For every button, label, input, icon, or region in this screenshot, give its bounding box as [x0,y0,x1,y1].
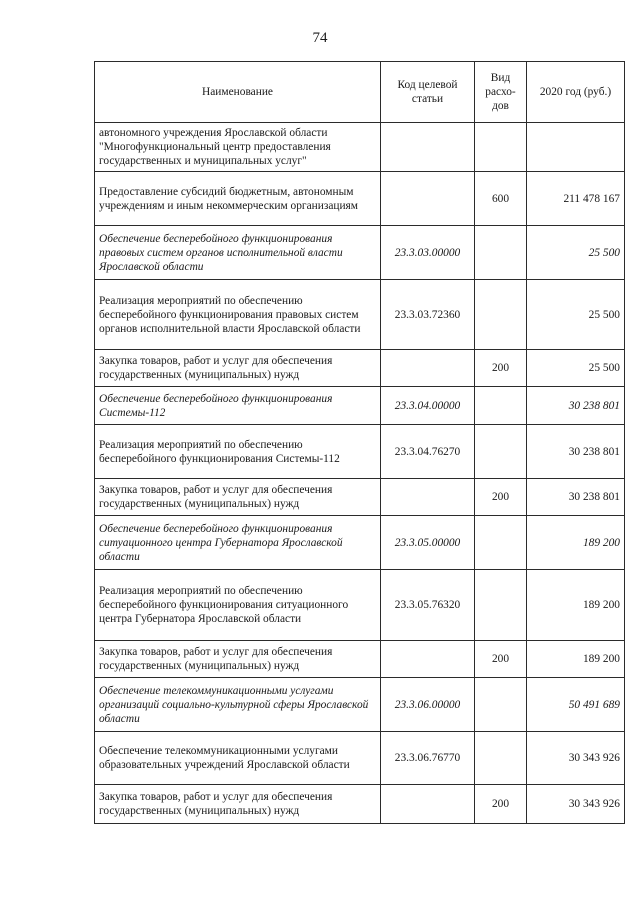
row-amount-cell: 189 200 [527,516,625,570]
row-amount-cell [527,123,625,172]
row-code-cell: 23.3.06.00000 [381,678,475,732]
row-kind-cell [475,280,527,350]
row-kind-cell [475,387,527,425]
row-kind-cell: 200 [475,641,527,678]
row-amount-cell: 25 500 [527,280,625,350]
row-amount-cell: 30 238 801 [527,425,625,479]
row-code-cell [381,479,475,516]
row-name-cell: Закупка товаров, работ и услуг для обеспечения государственных (муниципальных) нужд [95,785,381,824]
row-name-cell: Предоставление субсидий бюджетным, автономным учреждениям и иным некоммерческим организациям [95,172,381,226]
row-name-cell: Закупка товаров, работ и услуг для обеспечения государственных (муниципальных) нужд [95,350,381,387]
row-name-cell: Реализация мероприятий по обеспечению бесперебойного функционирования правовых систем органов исполнительной власти Ярославской области [95,280,381,350]
header-kind: Вид расхо-дов [475,62,527,123]
table-row [95,732,625,785]
row-amount-cell: 25 500 [527,226,625,280]
table-row [95,479,625,516]
row-code-cell [381,350,475,387]
table-row [95,516,625,570]
table-header-row [95,62,625,123]
row-kind-cell [475,425,527,479]
row-code-cell [381,785,475,824]
header-code: Код целевой статьи [381,62,475,123]
table-row [95,172,625,226]
row-name-cell: Обеспечение телекоммуникационными услугами образовательных учреждений Ярославской области [95,732,381,785]
row-code-cell: 23.3.04.00000 [381,387,475,425]
row-amount-cell: 30 238 801 [527,479,625,516]
header-name: Наименование [95,62,381,123]
page-number: 74 [312,30,328,46]
row-kind-cell: 200 [475,350,527,387]
row-name-cell: Обеспечение бесперебойного функционирования ситуационного центра Губернатора Ярославской области [95,516,381,570]
table-row [95,123,625,172]
row-kind-cell [475,123,527,172]
row-name-cell: Обеспечение бесперебойного функционирования правовых систем органов исполнительной власти Ярославской области [95,226,381,280]
row-name-cell: автономного учреждения Ярославской области "Многофункциональный центр предоставления государственных и муниципальных услуг" [95,123,381,172]
row-amount-cell: 189 200 [527,570,625,641]
table-row [95,387,625,425]
table-row [95,641,625,678]
row-kind-cell [475,516,527,570]
row-code-cell: 23.3.03.72360 [381,280,475,350]
table-row [95,570,625,641]
row-kind-cell [475,570,527,641]
table-row [95,425,625,479]
table-row [95,785,625,824]
row-code-cell [381,123,475,172]
row-kind-cell: 200 [475,479,527,516]
table-row [95,350,625,387]
row-code-cell: 23.3.05.00000 [381,516,475,570]
row-amount-cell: 50 491 689 [527,678,625,732]
header-amount: 2020 год (руб.) [527,62,625,123]
row-kind-cell [475,226,527,280]
budget-table [94,61,625,824]
row-code-cell: 23.3.06.76770 [381,732,475,785]
row-amount-cell: 30 343 926 [527,732,625,785]
row-code-cell [381,641,475,678]
row-name-cell: Реализация мероприятий по обеспечению бесперебойного функционирования Системы-112 [95,425,381,479]
row-code-cell [381,172,475,226]
table-row [95,678,625,732]
row-name-cell: Реализация мероприятий по обеспечению бесперебойного функционирования ситуационного центра Губернатора Ярославской области [95,570,381,641]
row-kind-cell: 200 [475,785,527,824]
row-amount-cell: 30 343 926 [527,785,625,824]
table-row [95,226,625,280]
row-kind-cell: 600 [475,172,527,226]
row-code-cell: 23.3.05.76320 [381,570,475,641]
row-amount-cell: 25 500 [527,350,625,387]
row-amount-cell: 211 478 167 [527,172,625,226]
row-name-cell: Закупка товаров, работ и услуг для обеспечения государственных (муниципальных) нужд [95,479,381,516]
row-amount-cell: 30 238 801 [527,387,625,425]
row-kind-cell [475,678,527,732]
row-name-cell: Закупка товаров, работ и услуг для обеспечения государственных (муниципальных) нужд [95,641,381,678]
row-name-cell: Обеспечение бесперебойного функционирования Системы-112 [95,387,381,425]
row-code-cell: 23.3.03.00000 [381,226,475,280]
row-kind-cell [475,732,527,785]
row-name-cell: Обеспечение телекоммуникационными услугами организаций социально-культурной сферы Ярославской области [95,678,381,732]
row-amount-cell: 189 200 [527,641,625,678]
row-code-cell: 23.3.04.76270 [381,425,475,479]
table-row [95,280,625,350]
